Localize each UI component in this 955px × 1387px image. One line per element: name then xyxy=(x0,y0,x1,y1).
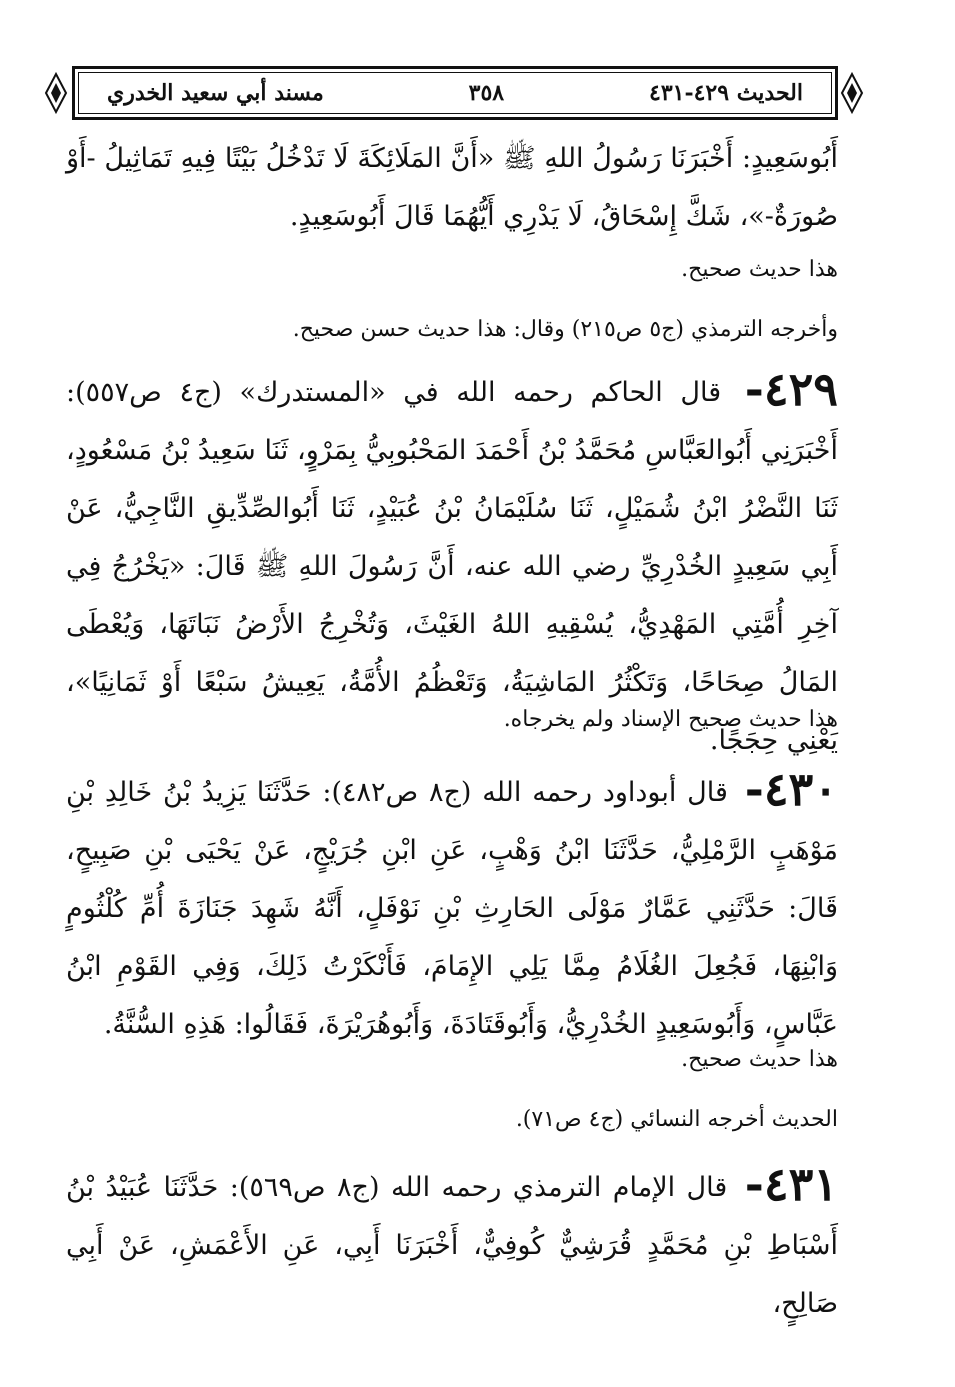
hadith-430-takhrij: الحديث أخرجه النسائي (ج٤ ص٧١). xyxy=(515,1107,838,1132)
hadith-431 xyxy=(66,1155,838,1333)
header-hadith-range: الحديث ٤٢٩-٤٣١ xyxy=(649,80,803,106)
header-ornament-left xyxy=(44,70,68,116)
hadith-number-430: ٤٣٠- xyxy=(744,762,838,816)
hadith-430 xyxy=(66,760,838,1054)
page-number: ٣٥٨ xyxy=(468,80,505,106)
hadith-431-text: قال الإمام الترمذي رحمه الله (ج٨ ص٥٦٩): حَدَّثَنَا عُبَيْدُ بْنُ أَسْبَاطِ بْنِ مُحَمَّدٍ قُرَشِيٌّ كُوفِيٌّ، أَخْبَرَنَا أَبِي، عَنِ الأَعْمَشِ، عَنْ أَبِي صَالِحٍ، xyxy=(66,1172,838,1319)
intro-paragraph: أَبُوسَعِيدٍ: أَخْبَرَنَا رَسُولُ اللهِ ﷺ «أَنَّ المَلَائِكَةَ لَا تَدْخُلُ بَيْتًا فِيهِ تَمَاثِيلُ -أَوْ صُورَةٌ-»، شَكَّ إِسْحَاقُ، لَا يَدْرِي أَيُّهُمَا قَالَ أَبُوسَعِيدٍ. xyxy=(66,143,838,232)
hadith-429-grading: هذا حديث صحيح الإسناد ولم يخرجاه. xyxy=(503,707,838,732)
hadith-430-text: قال أبوداود رحمه الله (ج٨ ص٤٨٢): حَدَّثَنَا يَزِيدُ بْنُ خَالِدِ بْنِ مَوْهَبٍ الرَّمْلِيُّ، حَدَّثَنَا ابْنُ وَهْبٍ، عَنِ ابْنِ جُرَيْجٍ، عَنْ يَحْيَى بْنِ صَبِيحٍ، قَالَ: حَدَّثَنِي عَمَّارٌ مَوْلَى الحَارِثِ بْنِ نَوْفَلٍ، أَنَّهُ شَهِدَ جَنَازَةَ أُمِّ كُلْثُومٍ وَابْنِهَا، فَجُعِلَ الغُلَامُ مِمَّا يَلِي الإِمَامَ، فَأَنْكَرْتُ ذَلِكَ، وَفِي القَوْمِ ابْنُ عَبَّاسٍ، وَأَبُوسَعِيدٍ الخُدْرِيُّ، وَأَبُوقَتَادَةَ، وَأَبُوهُرَيْرَةَ، فَقَالُوا: هَذِهِ السُّنَّةُ. xyxy=(66,777,838,1040)
header-book-title: مسند أبي سعيد الخدري xyxy=(107,80,324,106)
hadith-number-429: ٤٢٩- xyxy=(744,362,838,416)
hadith-429-text: قال الحاكم رحمه الله في «المستدرك» (ج٤ ص٥٥٧): أَخْبَرَنِي أَبُوالعَبَّاسِ مُحَمَّدُ بْنُ أَحْمَدَ المَحْبُوبِيُّ بِمَرْوٍ، ثَنَا سَعِيدُ بْنُ مَسْعُودٍ، ثَنَا النَّضْرُ ابْنُ شُمَيْلٍ، ثَنَا سُلَيْمَانُ بْنُ عُبَيْدٍ، ثَنَا أَبُوالصِّدِّيقِ النَّاجِيُّ، عَنْ أَبِي سَعِيدٍ الخُدْرِيِّ رضي الله عنه، أَنَّ رَسُولَ اللهِ ﷺ قَالَ: «يَخْرُجُ فِي آخِرِ أُمَّتِي المَهْدِيُّ، يُسْقِيهِ اللهُ الغَيْثَ، وَتُخْرِجُ الأَرْضُ نَبَاتَهَا، وَيُعْطَى المَالُ صِحَاحًا، وَتَكْثُرُ المَاشِيَةُ، وَتَعْظُمُ الأُمَّةُ، يَعِيشُ سَبْعًا أَوْ ثَمَانِيًا»، يَعْنِي حِجَجًا. xyxy=(66,377,838,756)
intro-section xyxy=(66,130,838,246)
header-ornament-right xyxy=(840,70,864,116)
hadith-number-431: ٤٣١- xyxy=(744,1157,838,1211)
intro-takhrij: وأخرجه الترمذي (ج٥ ص٢١٥) وقال: هذا حديث حسن صحيح. xyxy=(292,317,838,342)
running-header xyxy=(72,66,838,120)
hadith-430-grading: هذا حديث صحيح. xyxy=(681,1047,838,1072)
intro-grading: هذا حديث صحيح. xyxy=(681,257,838,282)
